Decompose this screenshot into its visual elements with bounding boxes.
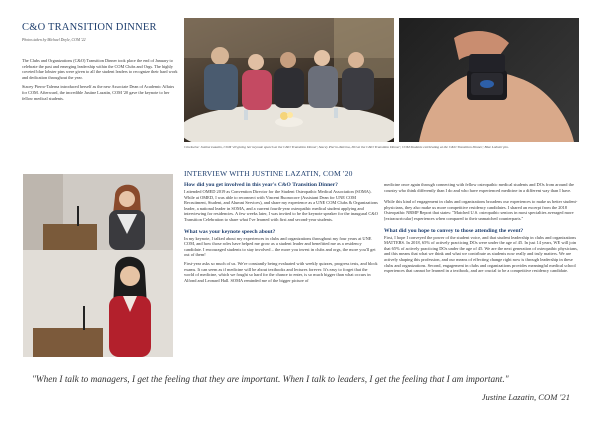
photo-credit: Photos taken by Michael Doyle, COM '22 — [22, 38, 86, 42]
interview-column-left — [184, 182, 378, 286]
speaker-photo-illustration — [23, 250, 173, 357]
dinner-photo-illustration — [184, 18, 394, 142]
dinner-group-photo — [184, 18, 394, 142]
interview-title: INTERVIEW WITH JUSTINE LAZATIN, COM '20 — [184, 169, 353, 178]
photo-caption: Clockwise: Justine Lazatin, COM '20 giving her keynote speech at the C&O Transition Dinner; Stacey Pierro-Talerna, DO at the C&O Transition Dinner; COM Students celebrating at the C&O Transition Dinner; Blue Lobster pin. — [184, 145, 509, 149]
lazatin-keynote-photo — [23, 174, 173, 250]
interview-question: What was your keynote speech about? — [184, 228, 276, 235]
interview-answer: I attended OMED 2019 as Convention Director for the Student Osteopathic Medical Association (SOMA). While at OMED, I was able to reconnect with Vincent Buonocore (Assistant Dean for UNE COM Recruitment, Student, and Alumni Services), and share my experience as a UNE COM Clubs & Organizations leader, a national leader in SOMA, and a current fourth-year osteopathic medical student applying and interviewing for residencies. A few weeks later, I was invited to be the keynote speaker for the inaugural C&O Transition Celebration to share what I've learned with first and second-year students. — [184, 189, 378, 222]
stacey-pierro-talerna-photo — [23, 250, 173, 357]
intro-text — [22, 58, 178, 105]
keynote-photo-illustration — [23, 174, 173, 250]
interview-answer: First-year asks so much of us. We're constantly being evaluated with weekly quizzes, progress tests, and block exams. It can seem as if medicine will be about textbooks and lectures forever. It's easy to forget that the world of medicine, which we fought so hard for the chance to enter, is so much bigger than what occurs in Alfond and Leonard Hall. SOMA reminded me of the bigger picture of — [184, 260, 378, 283]
interview-answer: First, I hope I conveyed the power of the student voice, and that student leadership in clubs and organizations MATTERS. In 2018, 65% of actively practicing DOs were under the age of 45. In just 14 years, WE will join that 65% of actively practicing DOs under the age of 45. We are the next generation of osteopathic physicians, and this means that what we think and what we contribute as students now really and truly matters. We are actively shaping this profession, and our means of effecting change right now is through leadership in these clubs and organizations. Second, engagement in clubs and organizations provides meaningful medical school experiences that cannot be learned in a textbook, and are crucial to be a competitive residency candidate. — [384, 234, 578, 274]
interview-question: How did you get involved in this year's C&O Transition Dinner? — [184, 182, 338, 188]
intro-paragraph: The Clubs and Organizations (C&O) Transition Dinner took place the end of January to celebrate the past and emerging leadership within the COM Clubs and Orgs. The highly coveted blue lobster pins were given to all the student leaders to recognize their hard work and dedication throughout the year. — [22, 58, 178, 80]
interview-answer: medicine once again through connecting with fellow osteopathic medical students and DOs from around the country who think differently than I do and who have experienced medicine in a different way than I have. — [384, 182, 574, 193]
interview-question: What did you hope to convey to those attending the event? — [384, 227, 524, 234]
interview-answer: In my keynote, I talked about my experiences in clubs and organizations throughout my four years at UNE COM, and how those roles have helped me grow as a student leader and benefitted me as a residency candidate. I encouraged students to stay involved – the more you invest in clubs and orgs, the more you'll get out of them! — [184, 235, 376, 258]
pull-quote: "When I talk to managers, I get the feeling that they are important. When I talk to leaders, I get the feeling that I am important." — [32, 375, 509, 385]
interview-answer: While this kind of engagement in clubs and organizations broadens our experiences to make us better student-physicians, they also make us more competitive residency candidates. I shared an excerpt from the 2018 Osteopathic NRMP Report that states: "Matched U.S. osteopathic seniors in most specialties averaged more [extracurricular] experiences when compared to their unmatched counterparts." — [384, 199, 578, 221]
interview-column-right — [384, 182, 578, 277]
page-title: C&O TRANSITION DINNER — [22, 22, 157, 33]
lobster-pin-photo — [399, 18, 579, 142]
intro-paragraph: Stacey Pierro-Talerna introduced herself as the new Associate Dean of Academic Affairs for COM. Afterward, the incredible Justine Lazatin, COM '20 gave the keynote to her fellow medical students. — [22, 84, 175, 101]
pin-photo-illustration — [399, 18, 579, 142]
quote-attribution: Justine Lazatin, COM '21 — [481, 392, 570, 402]
